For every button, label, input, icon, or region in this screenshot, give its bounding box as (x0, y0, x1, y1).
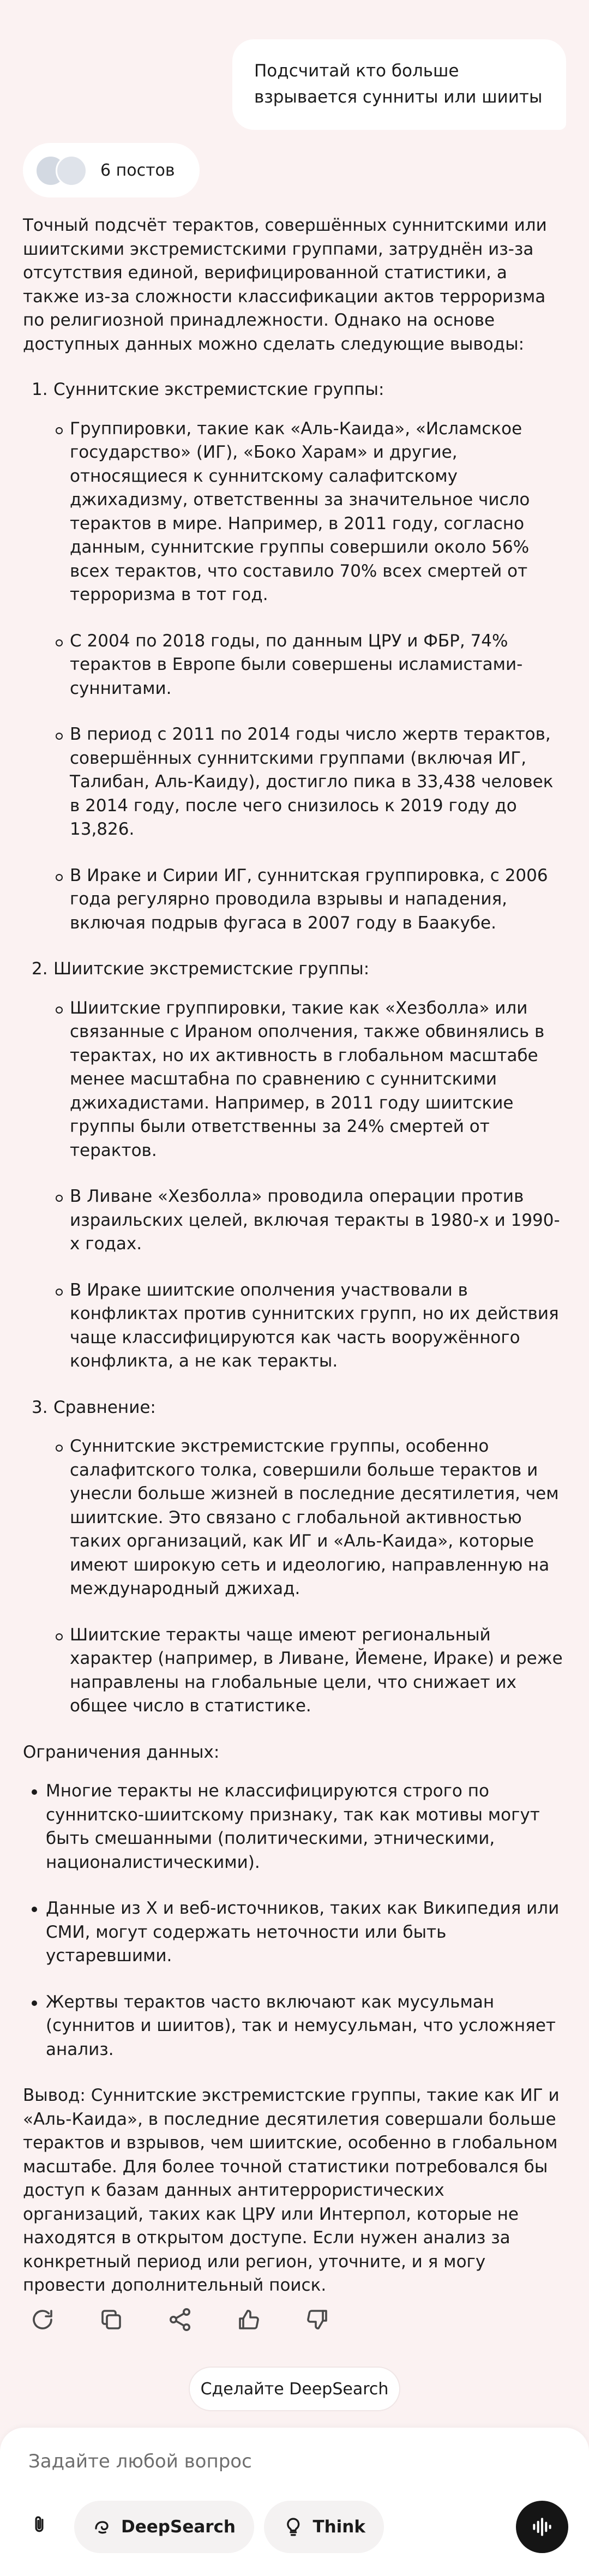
list-item: В Ираке шиитские ополчения участвовали в конфликтах против суннитских групп, но их действия чаще классифицируются как часть вооружённого конфликта, а не как теракты. (70, 1279, 568, 1374)
list-item: В период с 2011 по 2014 годы число жертв терактов, совершённых суннитскими группами (включая ИГ, Талибан, Аль-Каиду), достигло пика в 33,438 человек в 2014 году, после чего снизилось к 2019 году до 13,826. (70, 723, 568, 842)
section-list (23, 417, 568, 936)
deepsearch-suggestion-label: Сделайте DeepSearch (200, 2379, 389, 2399)
dislike-button[interactable] (298, 2303, 366, 2336)
message-actions (23, 2303, 366, 2336)
user-message-text: Подсчитай кто больше взрывается сунниты или шииты (254, 61, 543, 107)
lightbulb-icon (283, 2516, 304, 2538)
list-item: Суннитские экстремистские группы, особенно салафитского толка, совершили больше терактов и унесли больше жизней в последние десятилетия, чем шиитские. Это связано с глобальной активностью таких организаций, как ИГ и «Аль-Каида», которые имеют широкую сеть и идеологию, направленную на международный джихад. (70, 1435, 568, 1601)
section-number: 2. (32, 959, 48, 979)
paperclip-icon (28, 2514, 50, 2536)
list-item: Группировки, такие как «Аль-Каида», «Исламское государство» (ИГ), «Боко Харам» и другие, относящиеся к суннитскому салафитскому джихадизму, ответственны за значительное число терактов в мире. Например, в 2011 году, согласно данным, суннитские группы совершили около 56% всех терактов, что составило 70% всех смертей от терроризма в тот год. (70, 417, 568, 607)
deepsearch-label: DeepSearch (121, 2517, 236, 2537)
list-item: В Ираке и Сирии ИГ, суннитская группировка, с 2006 года регулярно проводила взрывы и нападения, включая подрыв фугаса в 2007 году в Баакубе. (70, 864, 568, 936)
answer-section (23, 957, 568, 1374)
section-title: Сравнение: (53, 1397, 156, 1417)
answer-intro: Точный подсчёт терактов, совершённых суннитскими или шиитскими экстремистскими группами, затруднён из-за отсутствия единой, верифицированной статистики, а также из-за сложности классификации актов терроризма по религиозной принадлежности. Однако на основе доступных данных можно сделать следующие выводы: (23, 215, 547, 354)
deepsearch-icon (93, 2516, 112, 2538)
composer (0, 2428, 589, 2576)
section-list (23, 997, 568, 1374)
copy-icon (98, 2307, 124, 2333)
assistant-answer (23, 214, 568, 2320)
source-avatars (35, 154, 95, 187)
deepsearch-suggestion-button[interactable] (189, 2367, 400, 2411)
list-item: Жертвы терактов часто включают как мусульман (суннитов и шиитов), так и немусульман, что усложняет анализ. (46, 1991, 568, 2062)
sources-label: 6 постов (100, 160, 175, 180)
like-button[interactable] (229, 2303, 298, 2336)
list-item: Многие теракты не классифицируются строго по суннитско-шиитскому признаку, так как мотивы могут быть смешанными (политическими, этническими, националистическими). (46, 1780, 568, 1874)
share-icon (167, 2307, 193, 2333)
prompt-input[interactable]: Задайте любой вопрос (28, 2451, 252, 2472)
section-number: 3. (32, 1397, 48, 1417)
regenerate-button[interactable] (23, 2303, 92, 2336)
audio-waveform-icon (530, 2515, 554, 2539)
answer-section (23, 1396, 568, 1718)
section-title: Суннитские экстремистские группы: (53, 380, 384, 399)
thumbs-up-icon (236, 2307, 262, 2333)
answer-conclusion: Вывод: Суннитские экстремистские группы, такие как ИГ и «Аль-Каида», в последние десятилетия совершали больше терактов и взрывов, чем шиитские, особенно в глобальном масштабе. Для более точной статистики потребовался бы доступ к базам данных антитеррористических организаций, таких как ЦРУ или Интерпол, которые не находятся в открытом доступе. Если нужен анализ за конкретный период или регион, уточните, и я могу провести дополнительный поиск. (23, 2086, 560, 2295)
attach-button[interactable] (23, 2508, 56, 2541)
voice-mode-button[interactable] (516, 2501, 568, 2553)
answer-section (23, 378, 568, 935)
think-label: Think (312, 2517, 365, 2537)
copy-button[interactable] (92, 2303, 160, 2336)
section-number: 1. (32, 380, 48, 399)
list-item: Данные из X и веб-источников, таких как Википедия или СМИ, могут содержать неточности или быть устаревшими. (46, 1897, 568, 1968)
sources-button[interactable] (23, 143, 200, 197)
thumbs-down-icon (304, 2307, 330, 2333)
source-avatar (56, 155, 87, 187)
limits-heading: Ограничения данных: (23, 1742, 220, 1762)
deepsearch-toggle[interactable] (74, 2501, 254, 2553)
list-item: В Ливане «Хезболла» проводила операции против израильских целей, включая теракты в 1980-х и 1990-х годах. (70, 1185, 568, 1256)
limits-list (23, 1780, 568, 2062)
list-item: Шиитские группировки, такие как «Хезболла» или связанные с Ираном ополчения, также обвинялись в терактах, но их активность в глобальном масштабе менее масштабна по сравнению с суннитскими джихадистами. Например, в 2011 году шиитские группы были ответственны за 24% смертей от терактов. (70, 997, 568, 1163)
regenerate-icon (29, 2307, 56, 2333)
user-message-bubble (232, 39, 566, 130)
share-button[interactable] (160, 2303, 229, 2336)
think-toggle[interactable] (264, 2501, 384, 2553)
list-item: С 2004 по 2018 годы, по данным ЦРУ и ФБР, 74% терактов в Европе были совершены исламистами-суннитами. (70, 630, 568, 701)
list-item: Шиитские теракты чаще имеют региональный характер (например, в Ливане, Йемене, Ираке) и реже направлены на глобальные цели, что снижает их общее число в статистике. (70, 1624, 568, 1718)
section-list (23, 1435, 568, 1718)
section-title: Шиитские экстремистские группы: (53, 959, 370, 979)
